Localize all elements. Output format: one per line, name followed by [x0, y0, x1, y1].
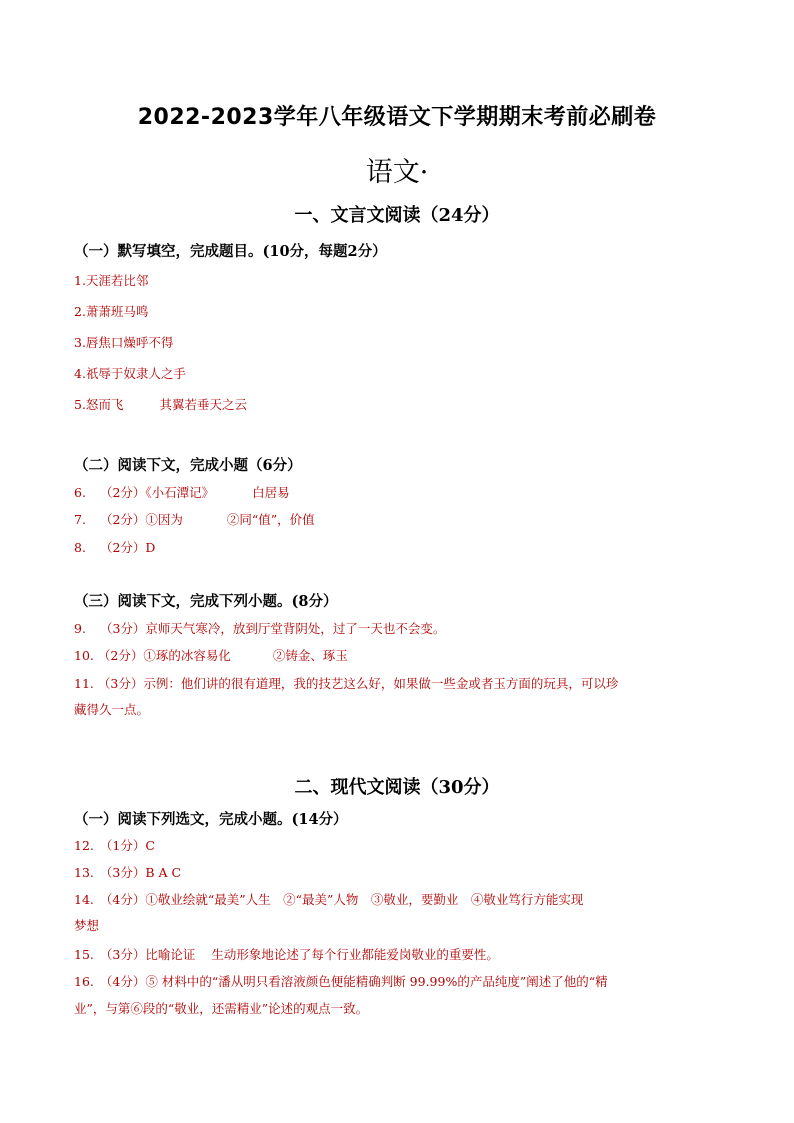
- q7-answer-b: ②同“值”，价值: [226, 512, 315, 527]
- q13-number: 13.: [74, 865, 94, 880]
- part-2-1-heading: （一）阅读下列选文，完成小题。(14分）: [74, 811, 348, 828]
- q11-answer-line-1: （3分）示例：他们讲的很有道理，我的技艺这么好，如果做一些金或者玉方面的玩具，可以珍: [97, 676, 619, 691]
- answer-10: [74, 646, 348, 664]
- q14-number: 14.: [74, 892, 94, 907]
- q9-number: 9.: [74, 621, 86, 636]
- q10-answer-a: （2分）①琢的冰容易化: [97, 648, 231, 663]
- subject-title: 语文·: [365, 157, 429, 188]
- q6-answer-a: （2分）《小石潭记》: [99, 485, 215, 500]
- answer-2: 2.萧萧班马鸣: [74, 304, 149, 319]
- q6-number: 6.: [74, 485, 86, 500]
- answer-7: [74, 510, 315, 528]
- q10-number: 10.: [74, 648, 94, 663]
- q13-answer: （3分）B A C: [99, 865, 182, 880]
- part-1-2-heading: （二）阅读下文，完成小题（6分）: [74, 457, 302, 474]
- answer-15: [74, 945, 499, 963]
- q9-answer: （3分）京师天气寒冷，放到厅堂背阴处，过了一天也不会变。: [99, 621, 446, 636]
- answer-12: [74, 836, 155, 854]
- answer-5-part-a: 5.怒而飞: [74, 397, 124, 412]
- answer-4: 4.祇辱于奴隶人之手: [74, 366, 186, 381]
- q16-answer-line-1: （4分）⑤ 材料中的“潘从明只看溶液颜色便能精确判断 99.99%的产品纯度”阐述了他的“精: [99, 974, 608, 989]
- q15-answer-a: （3分）比喻论证: [99, 947, 196, 962]
- answer-6: [74, 483, 290, 501]
- q14-answer-line-2: 梦想: [74, 918, 100, 933]
- answer-5-part-b: 其翼若垂天之云: [159, 397, 247, 412]
- q12-answer: （1分）C: [99, 838, 155, 853]
- q15-answer-b: 生动形象地论述了每个行业都能爱岗敬业的重要性。: [211, 947, 499, 962]
- answer-1: 1.天涯若比邻: [74, 273, 149, 288]
- q7-number: 7.: [74, 512, 86, 527]
- q10-answer-b: ②铸金、琢玉: [272, 648, 348, 663]
- part-1-3-heading: （三）阅读下文，完成下列小题。(8分）: [74, 593, 338, 610]
- q8-answer: （2分）D: [99, 540, 156, 555]
- q8-number: 8.: [74, 540, 86, 555]
- answer-16-line-1: [74, 972, 608, 990]
- q16-number: 16.: [74, 974, 94, 989]
- q15-number: 15.: [74, 947, 94, 962]
- q12-number: 12.: [74, 838, 94, 853]
- document-title: 2022-2023学年八年级语文下学期期末考前必刷卷: [137, 105, 657, 130]
- q11-number: 11.: [74, 676, 94, 691]
- answer-9: [74, 619, 445, 637]
- answer-5: [74, 395, 247, 413]
- q7-answer-a: （2分）①因为: [99, 512, 183, 527]
- answer-13: [74, 863, 181, 881]
- answer-14-line-1: [74, 890, 583, 908]
- answer-3: 3.唇焦口燥呼不得: [74, 335, 174, 350]
- part-1-1-heading: （一）默写填空，完成题目。(10分，每题2分）: [74, 243, 387, 260]
- answer-8: [74, 538, 155, 556]
- answer-11-line-1: [74, 674, 618, 692]
- section-1-heading: 一、文言文阅读（24分）: [294, 205, 500, 226]
- section-2-heading: 二、现代文阅读（30分）: [294, 777, 500, 798]
- q11-answer-line-2: 藏得久一点。: [74, 702, 150, 717]
- q14-answer-line-1: （4分）①敬业绘就“最美”人生 ②“最美”人物 ③敬业，要勤业 ④敬业笃行方能实现: [99, 892, 584, 907]
- q16-answer-line-2: 业”，与第⑥段的“敬业，还需精业”论述的观点一致。: [74, 1001, 369, 1016]
- q6-answer-b: 白居易: [252, 485, 290, 500]
